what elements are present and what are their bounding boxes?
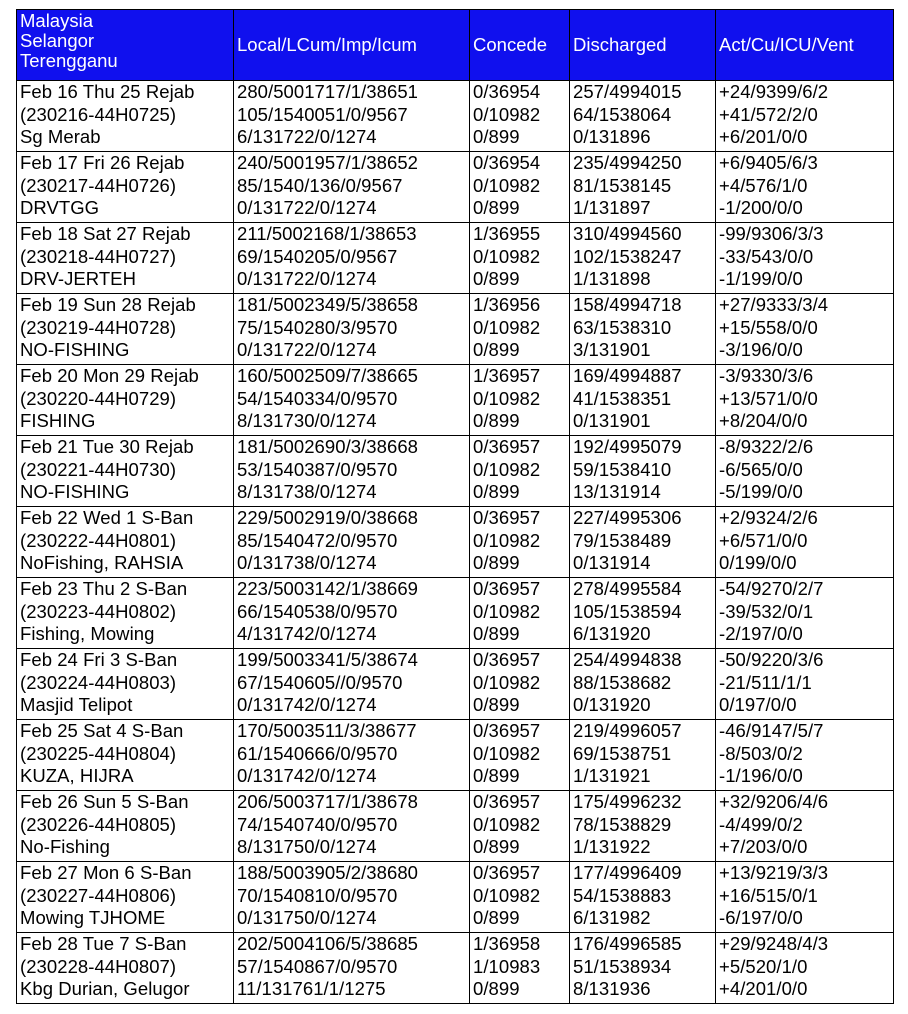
local-cell bbox=[234, 365, 470, 436]
header-region-selangor: Selangor bbox=[20, 30, 95, 51]
discharged-cell bbox=[570, 720, 716, 791]
discharged-cell-line: 69/1538751 bbox=[573, 742, 672, 764]
date-cell-line: FISHING bbox=[20, 410, 96, 431]
local-cell-line: 75/1540280/3/9570 bbox=[237, 316, 398, 338]
local-cell-line: 170/5003511/3/38677 bbox=[237, 720, 417, 741]
local-cell-line: 181/5002349/5/38658 bbox=[237, 294, 418, 315]
concede-cell-line: 0/899 bbox=[473, 836, 520, 857]
date-cell-line: Feb 17 Fri 26 Rejab bbox=[20, 152, 185, 173]
date-cell bbox=[17, 223, 234, 294]
discharged-cell-line: 0/131901 bbox=[573, 410, 651, 431]
concede-cell-line: 0/10982 bbox=[473, 671, 541, 693]
date-cell-line: KUZA, HIJRA bbox=[20, 765, 134, 786]
local-cell bbox=[234, 507, 470, 578]
date-cell bbox=[17, 436, 234, 507]
date-cell-line: Mowing TJHOME bbox=[20, 907, 166, 928]
discharged-cell-line: 1/131922 bbox=[573, 836, 651, 857]
discharged-cell bbox=[570, 223, 716, 294]
local-cell-line: 280/5001717/1/38651 bbox=[237, 81, 418, 102]
local-cell-line: 4/131742/0/1274 bbox=[237, 623, 377, 644]
active-cell bbox=[716, 223, 894, 294]
active-cell-line: -1/199/0/0 bbox=[719, 268, 803, 289]
concede-cell-line: 0/10982 bbox=[473, 245, 541, 267]
active-cell-line: -2/197/0/0 bbox=[719, 623, 803, 644]
date-cell-line: (230225-44H0804) bbox=[20, 742, 177, 764]
table-row bbox=[17, 294, 894, 365]
concede-cell-line: 0/899 bbox=[473, 339, 520, 360]
discharged-cell-line: 158/4994718 bbox=[573, 294, 682, 315]
active-cell-line: -46/9147/5/7 bbox=[719, 720, 824, 741]
active-cell-line: -99/9306/3/3 bbox=[719, 223, 824, 244]
concede-cell-line: 0/899 bbox=[473, 907, 520, 928]
discharged-cell-line: 169/4994887 bbox=[573, 365, 682, 386]
date-cell-line: (230219-44H0728) bbox=[20, 316, 177, 338]
table-row bbox=[17, 81, 894, 152]
date-cell-line: (230222-44H0801) bbox=[20, 529, 177, 551]
date-cell-line: (230218-44H0727) bbox=[20, 245, 177, 267]
local-cell-line: 199/5003341/5/38674 bbox=[237, 649, 418, 670]
concede-cell bbox=[470, 507, 570, 578]
local-cell-line: 54/1540334/0/9570 bbox=[237, 387, 398, 409]
active-cell bbox=[716, 862, 894, 933]
active-cell-line: -6/565/0/0 bbox=[719, 458, 803, 480]
active-cell-line: -33/543/0/0 bbox=[719, 245, 814, 267]
concede-cell-line: 0/899 bbox=[473, 552, 520, 573]
date-cell-line: Sg Merab bbox=[20, 126, 101, 147]
header-regions bbox=[17, 10, 234, 81]
active-cell-line: -3/196/0/0 bbox=[719, 339, 803, 360]
table-row bbox=[17, 152, 894, 223]
date-cell-line: Feb 26 Sun 5 S-Ban bbox=[20, 791, 189, 812]
concede-cell-line: 1/36956 bbox=[473, 294, 541, 315]
discharged-cell-line: 1/131897 bbox=[573, 197, 651, 218]
active-cell-line: +41/572/2/0 bbox=[719, 103, 818, 125]
table-row bbox=[17, 365, 894, 436]
active-cell-line: -3/9330/3/6 bbox=[719, 365, 814, 386]
discharged-cell-line: 192/4995079 bbox=[573, 436, 682, 457]
discharged-cell-line: 254/4994838 bbox=[573, 649, 682, 670]
local-cell-line: 0/131722/0/1274 bbox=[237, 197, 377, 218]
date-cell-line: Feb 23 Thu 2 S-Ban bbox=[20, 578, 188, 599]
discharged-cell-line: 1/131921 bbox=[573, 765, 651, 786]
active-cell-line: +13/9219/3/3 bbox=[719, 862, 829, 883]
local-cell bbox=[234, 578, 470, 649]
active-cell-line: -50/9220/3/6 bbox=[719, 649, 824, 670]
discharged-cell-line: 278/4995584 bbox=[573, 578, 682, 599]
discharged-cell bbox=[570, 933, 716, 1004]
local-cell bbox=[234, 81, 470, 152]
header-concede: Concede bbox=[470, 10, 570, 81]
active-cell-line: -4/499/0/2 bbox=[719, 813, 803, 835]
discharged-cell bbox=[570, 436, 716, 507]
active-cell bbox=[716, 791, 894, 862]
local-cell bbox=[234, 791, 470, 862]
discharged-cell-line: 64/1538064 bbox=[573, 103, 672, 125]
table-row bbox=[17, 933, 894, 1004]
active-cell bbox=[716, 365, 894, 436]
local-cell-line: 8/131730/0/1274 bbox=[237, 410, 377, 431]
local-cell-line: 229/5002919/0/38668 bbox=[237, 507, 418, 528]
concede-cell-line: 0/899 bbox=[473, 410, 520, 431]
date-cell-line: (230226-44H0805) bbox=[20, 813, 177, 835]
active-cell-line: -1/200/0/0 bbox=[719, 197, 803, 218]
date-cell bbox=[17, 578, 234, 649]
discharged-cell bbox=[570, 81, 716, 152]
concede-cell bbox=[470, 223, 570, 294]
concede-cell-line: 0/899 bbox=[473, 126, 520, 147]
date-cell bbox=[17, 507, 234, 578]
discharged-cell-line: 1/131898 bbox=[573, 268, 651, 289]
concede-cell-line: 0/899 bbox=[473, 978, 520, 999]
table-row bbox=[17, 223, 894, 294]
active-cell bbox=[716, 152, 894, 223]
concede-cell-line: 0/36954 bbox=[473, 152, 541, 173]
concede-cell-line: 1/36957 bbox=[473, 365, 541, 386]
concede-cell-line: 0/10982 bbox=[473, 387, 541, 409]
discharged-cell-line: 227/4995306 bbox=[573, 507, 682, 528]
active-cell-line: +6/571/0/0 bbox=[719, 529, 808, 551]
concede-cell-line: 0/899 bbox=[473, 481, 520, 502]
table-row bbox=[17, 791, 894, 862]
concede-cell-line: 0/10982 bbox=[473, 174, 541, 196]
concede-cell-line: 1/36958 bbox=[473, 933, 541, 954]
local-cell-line: 206/5003717/1/38678 bbox=[237, 791, 418, 812]
discharged-cell-line: 0/131914 bbox=[573, 552, 651, 573]
concede-cell-line: 0/10982 bbox=[473, 316, 541, 338]
discharged-cell-line: 63/1538310 bbox=[573, 316, 672, 338]
discharged-cell bbox=[570, 578, 716, 649]
discharged-cell bbox=[570, 862, 716, 933]
date-cell-line: No-Fishing bbox=[20, 836, 110, 857]
discharged-cell bbox=[570, 649, 716, 720]
local-cell bbox=[234, 862, 470, 933]
local-cell-line: 0/131742/0/1274 bbox=[237, 694, 377, 715]
local-cell bbox=[234, 720, 470, 791]
active-cell-line: +32/9206/4/6 bbox=[719, 791, 829, 812]
discharged-cell-line: 54/1538883 bbox=[573, 884, 672, 906]
date-cell-line: NoFishing, RAHSIA bbox=[20, 552, 184, 573]
concede-cell-line: 0/36957 bbox=[473, 436, 541, 457]
table-row bbox=[17, 507, 894, 578]
discharged-cell-line: 88/1538682 bbox=[573, 671, 672, 693]
concede-cell-line: 0/10982 bbox=[473, 884, 541, 906]
local-cell bbox=[234, 933, 470, 1004]
date-cell-line: DRV-JERTEH bbox=[20, 268, 136, 289]
active-cell-line: +15/558/0/0 bbox=[719, 316, 818, 338]
local-cell-line: 85/1540/136/0/9567 bbox=[237, 174, 403, 196]
discharged-cell bbox=[570, 152, 716, 223]
local-cell-line: 69/1540205/0/9567 bbox=[237, 245, 398, 267]
discharged-cell-line: 79/1538489 bbox=[573, 529, 672, 551]
concede-cell-line: 0/899 bbox=[473, 765, 520, 786]
active-cell-line: +29/9248/4/3 bbox=[719, 933, 829, 954]
concede-cell-line: 0/899 bbox=[473, 197, 520, 218]
concede-cell-line: 0/36954 bbox=[473, 81, 541, 102]
covid-stats-table bbox=[16, 9, 894, 1004]
concede-cell bbox=[470, 81, 570, 152]
local-cell-line: 223/5003142/1/38669 bbox=[237, 578, 418, 599]
discharged-cell-line: 105/1538594 bbox=[573, 600, 682, 622]
table-row bbox=[17, 578, 894, 649]
local-cell-line: 105/1540051/0/9567 bbox=[237, 103, 408, 125]
date-cell-line: Feb 19 Sun 28 Rejab bbox=[20, 294, 196, 315]
concede-cell-line: 0/36957 bbox=[473, 720, 541, 741]
date-cell bbox=[17, 720, 234, 791]
date-cell-line: Kbg Durian, Gelugor bbox=[20, 978, 190, 999]
date-cell-line: (230220-44H0729) bbox=[20, 387, 177, 409]
local-cell-line: 188/5003905/2/38680 bbox=[237, 862, 418, 883]
active-cell bbox=[716, 720, 894, 791]
local-cell bbox=[234, 152, 470, 223]
concede-cell-line: 0/10982 bbox=[473, 742, 541, 764]
date-cell-line: NO-FISHING bbox=[20, 481, 130, 502]
discharged-cell-line: 59/1538410 bbox=[573, 458, 672, 480]
local-cell-line: 0/131742/0/1274 bbox=[237, 765, 377, 786]
active-cell-line: 0/199/0/0 bbox=[719, 552, 797, 573]
date-cell-line: Fishing, Mowing bbox=[20, 623, 155, 644]
local-cell-line: 53/1540387/0/9570 bbox=[237, 458, 398, 480]
active-cell-line: +6/201/0/0 bbox=[719, 126, 808, 147]
discharged-cell bbox=[570, 365, 716, 436]
concede-cell bbox=[470, 720, 570, 791]
date-cell bbox=[17, 294, 234, 365]
discharged-cell-line: 310/4994560 bbox=[573, 223, 682, 244]
local-cell bbox=[234, 294, 470, 365]
local-cell bbox=[234, 436, 470, 507]
discharged-cell-line: 6/131920 bbox=[573, 623, 651, 644]
local-cell-line: 0/131750/0/1274 bbox=[237, 907, 377, 928]
date-cell-line: Feb 20 Mon 29 Rejab bbox=[20, 365, 199, 386]
active-cell-line: -5/199/0/0 bbox=[719, 481, 803, 502]
date-cell-line: Feb 21 Tue 30 Rejab bbox=[20, 436, 194, 457]
date-cell-line: DRVTGG bbox=[20, 197, 100, 218]
local-cell-line: 70/1540810/0/9570 bbox=[237, 884, 398, 906]
active-cell-line: -8/9322/2/6 bbox=[719, 436, 814, 457]
local-cell-line: 240/5001957/1/38652 bbox=[237, 152, 418, 173]
date-cell-line: (230216-44H0725) bbox=[20, 103, 177, 125]
concede-cell-line: 0/10982 bbox=[473, 813, 541, 835]
active-cell-line: -54/9270/2/7 bbox=[719, 578, 824, 599]
concede-cell bbox=[470, 862, 570, 933]
concede-cell-line: 0/899 bbox=[473, 268, 520, 289]
active-cell-line: +4/576/1/0 bbox=[719, 174, 808, 196]
header-row bbox=[17, 10, 894, 81]
date-cell bbox=[17, 791, 234, 862]
concede-cell bbox=[470, 365, 570, 436]
active-cell-line: -39/532/0/1 bbox=[719, 600, 814, 622]
active-cell-line: +24/9399/6/2 bbox=[719, 81, 829, 102]
local-cell-line: 66/1540538/0/9570 bbox=[237, 600, 398, 622]
active-cell-line: +13/571/0/0 bbox=[719, 387, 818, 409]
concede-cell-line: 0/36957 bbox=[473, 791, 541, 812]
discharged-cell-line: 257/4994015 bbox=[573, 81, 682, 102]
date-cell-line: Masjid Telipot bbox=[20, 694, 133, 715]
concede-cell-line: 1/10983 bbox=[473, 955, 541, 977]
concede-cell bbox=[470, 578, 570, 649]
local-cell-line: 0/131722/0/1274 bbox=[237, 268, 377, 289]
local-cell-line: 0/131738/0/1274 bbox=[237, 552, 377, 573]
date-cell-line: Feb 24 Fri 3 S-Ban bbox=[20, 649, 178, 670]
concede-cell-line: 0/899 bbox=[473, 694, 520, 715]
active-cell-line: +7/203/0/0 bbox=[719, 836, 808, 857]
discharged-cell-line: 78/1538829 bbox=[573, 813, 672, 835]
concede-cell-line: 0/36957 bbox=[473, 578, 541, 599]
concede-cell bbox=[470, 152, 570, 223]
concede-cell-line: 0/10982 bbox=[473, 600, 541, 622]
active-cell-line: +6/9405/6/3 bbox=[719, 152, 818, 173]
concede-cell bbox=[470, 436, 570, 507]
active-cell-line: +4/201/0/0 bbox=[719, 978, 808, 999]
active-cell-line: +8/204/0/0 bbox=[719, 410, 808, 431]
concede-cell-line: 0/10982 bbox=[473, 103, 541, 125]
local-cell-line: 181/5002690/3/38668 bbox=[237, 436, 418, 457]
discharged-cell-line: 41/1538351 bbox=[573, 387, 672, 409]
date-cell-line: (230227-44H0806) bbox=[20, 884, 177, 906]
discharged-cell-line: 6/131982 bbox=[573, 907, 651, 928]
active-cell-line: +5/520/1/0 bbox=[719, 955, 808, 977]
date-cell-line: Feb 28 Tue 7 S-Ban bbox=[20, 933, 187, 954]
concede-cell bbox=[470, 933, 570, 1004]
local-cell-line: 57/1540867/0/9570 bbox=[237, 955, 398, 977]
concede-cell-line: 0/10982 bbox=[473, 529, 541, 551]
local-cell-line: 160/5002509/7/38665 bbox=[237, 365, 418, 386]
active-cell bbox=[716, 294, 894, 365]
local-cell-line: 11/131761/1/1275 bbox=[237, 978, 386, 999]
date-cell-line: (230221-44H0730) bbox=[20, 458, 177, 480]
concede-cell-line: 0/36957 bbox=[473, 507, 541, 528]
active-cell-line: -1/196/0/0 bbox=[719, 765, 803, 786]
active-cell-line: -6/197/0/0 bbox=[719, 907, 803, 928]
local-cell bbox=[234, 223, 470, 294]
table-row bbox=[17, 436, 894, 507]
active-cell-line: 0/197/0/0 bbox=[719, 694, 797, 715]
discharged-cell-line: 0/131920 bbox=[573, 694, 651, 715]
local-cell-line: 8/131750/0/1274 bbox=[237, 836, 377, 857]
concede-cell-line: 0/10982 bbox=[473, 458, 541, 480]
date-cell-line: (230224-44H0803) bbox=[20, 671, 177, 693]
date-cell-line: Feb 16 Thu 25 Rejab bbox=[20, 81, 195, 102]
local-cell bbox=[234, 649, 470, 720]
local-cell-line: 211/5002168/1/38653 bbox=[237, 223, 417, 244]
active-cell bbox=[716, 507, 894, 578]
active-cell bbox=[716, 578, 894, 649]
concede-cell bbox=[470, 791, 570, 862]
date-cell bbox=[17, 365, 234, 436]
date-cell-line: Feb 22 Wed 1 S-Ban bbox=[20, 507, 194, 528]
active-cell-line: +27/9333/3/4 bbox=[719, 294, 829, 315]
header-active: Act/Cu/ICU/Vent bbox=[716, 10, 894, 81]
discharged-cell-line: 102/1538247 bbox=[573, 245, 682, 267]
header-region-terengganu: Terengganu bbox=[20, 50, 118, 71]
discharged-cell-line: 0/131896 bbox=[573, 126, 651, 147]
active-cell-line: -21/511/1/1 bbox=[719, 671, 812, 693]
date-cell bbox=[17, 152, 234, 223]
concede-cell-line: 0/36957 bbox=[473, 649, 541, 670]
date-cell bbox=[17, 649, 234, 720]
date-cell-line: Feb 27 Mon 6 S-Ban bbox=[20, 862, 192, 883]
concede-cell bbox=[470, 294, 570, 365]
local-cell-line: 6/131722/0/1274 bbox=[237, 126, 377, 147]
discharged-cell-line: 235/4994250 bbox=[573, 152, 682, 173]
discharged-cell-line: 176/4996585 bbox=[573, 933, 682, 954]
header-region-malaysia: Malaysia bbox=[20, 10, 93, 31]
active-cell-line: +16/515/0/1 bbox=[719, 884, 818, 906]
date-cell-line: (230228-44H0807) bbox=[20, 955, 177, 977]
discharged-cell-line: 3/131901 bbox=[573, 339, 651, 360]
discharged-cell-line: 177/4996409 bbox=[573, 862, 682, 883]
header-discharged: Discharged bbox=[570, 10, 716, 81]
local-cell-line: 8/131738/0/1274 bbox=[237, 481, 377, 502]
date-cell bbox=[17, 933, 234, 1004]
local-cell-line: 0/131722/0/1274 bbox=[237, 339, 377, 360]
discharged-cell-line: 175/4996232 bbox=[573, 791, 682, 812]
table-row bbox=[17, 649, 894, 720]
header-local: Local/LCum/Imp/Icum bbox=[234, 10, 470, 81]
date-cell-line: Feb 25 Sat 4 S-Ban bbox=[20, 720, 184, 741]
discharged-cell-line: 8/131936 bbox=[573, 978, 651, 999]
active-cell bbox=[716, 933, 894, 1004]
local-cell-line: 67/1540605//0/9570 bbox=[237, 671, 403, 693]
discharged-cell-line: 51/1538934 bbox=[573, 955, 672, 977]
date-cell bbox=[17, 81, 234, 152]
local-cell-line: 61/1540666/0/9570 bbox=[237, 742, 398, 764]
local-cell-line: 85/1540472/0/9570 bbox=[237, 529, 398, 551]
table-row bbox=[17, 720, 894, 791]
concede-cell-line: 1/36955 bbox=[473, 223, 541, 244]
table-row bbox=[17, 862, 894, 933]
date-cell-line: (230223-44H0802) bbox=[20, 600, 177, 622]
active-cell bbox=[716, 649, 894, 720]
date-cell-line: Feb 18 Sat 27 Rejab bbox=[20, 223, 191, 244]
date-cell bbox=[17, 862, 234, 933]
active-cell bbox=[716, 436, 894, 507]
discharged-cell bbox=[570, 294, 716, 365]
concede-cell-line: 0/36957 bbox=[473, 862, 541, 883]
discharged-cell bbox=[570, 791, 716, 862]
active-cell bbox=[716, 81, 894, 152]
discharged-cell-line: 13/131914 bbox=[573, 481, 661, 502]
discharged-cell bbox=[570, 507, 716, 578]
discharged-cell-line: 81/1538145 bbox=[573, 174, 672, 196]
concede-cell-line: 0/899 bbox=[473, 623, 520, 644]
local-cell-line: 202/5004106/5/38685 bbox=[237, 933, 418, 954]
active-cell-line: +2/9324/2/6 bbox=[719, 507, 818, 528]
date-cell-line: (230217-44H0726) bbox=[20, 174, 177, 196]
discharged-cell-line: 219/4996057 bbox=[573, 720, 682, 741]
active-cell-line: -8/503/0/2 bbox=[719, 742, 803, 764]
concede-cell bbox=[470, 649, 570, 720]
date-cell-line: NO-FISHING bbox=[20, 339, 130, 360]
local-cell-line: 74/1540740/0/9570 bbox=[237, 813, 398, 835]
